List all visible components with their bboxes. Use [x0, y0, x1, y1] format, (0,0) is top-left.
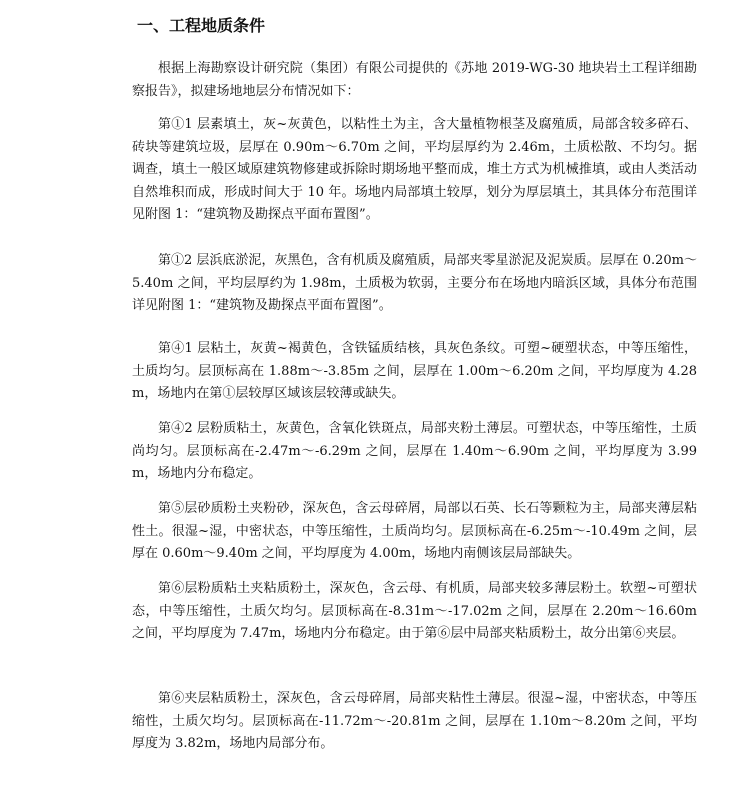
layer-4-1-paragraph: 第④1 层粘土，灰黄~褐黄色，含铁锰质结核，具灰色条纹。可塑~硬塑状态，中等压缩性，土质均匀。层顶标高在 1.88m～-3.85m 之间，层厚在 1.00m～6.20m 之间，平均厚度为 4.28m，场地内在第①层较厚区域该层较薄或缺失。	[132, 341, 697, 401]
layer-5-paragraph: 第⑤层砂质粉土夹粉砂，深灰色，含云母碎屑，局部以石英、长石等颗粒为主，局部夹薄层粘性土。很湿~湿，中密状态，中等压缩性，土质尚均匀。层顶标高在-6.25m～-10.49m 之间，层厚在 0.60m～9.40m 之间，平均厚度为 4.00m，场地内南侧该层局部缺失。	[132, 501, 697, 561]
layer-1-2-paragraph: 第①2 层浜底淤泥，灰黑色，含有机质及腐殖质，局部夹零星淤泥及泥炭质。层厚在 0.20m～5.40m 之间，平均层厚约为 1.98m，土质极为软弱，主要分布在场地内暗浜区域，具体分布范围详见附图 1：“建筑物及勘探点平面布置图”。	[132, 253, 697, 313]
intro-paragraph: 根据上海勘察设计研究院（集团）有限公司提供的《苏地 2019-WG-30 地块岩土工程详细勘察报告》，拟建场地地层分布情况如下：	[132, 61, 697, 99]
layer-6-interlayer-paragraph: 第⑥夹层粘质粉土，深灰色，含云母碎屑，局部夹粘性土薄层。很湿~湿，中密状态，中等压缩性，土质欠均匀。层顶标高在-11.72m～-20.81m 之间，层厚在 1.10m～8.20m 之间，平均厚度为 3.82m，场地内局部分布。	[132, 691, 697, 751]
layer-1-1-paragraph: 第①1 层素填土，灰~灰黄色，以粘性土为主，含大量植物根茎及腐殖质，局部含较多碎石、砖块等建筑垃圾，层厚在 0.90m～6.70m 之间，平均层厚约为 2.46m，土质松散、不均匀。据调查，填土一般区域原建筑物修建或拆除时期场地平整而成，堆土方式为机械推填，或由人类活动自然堆积而成，形成时间大于 10 年。场地内局部填土较厚，划分为厚层填土，其具体分布范围详见附图 1：“建筑物及勘探点平面布置图”。	[132, 117, 697, 222]
section-heading: 一、工程地质条件	[137, 16, 266, 35]
layer-4-2-paragraph: 第④2 层粉质粘土，灰黄色，含氧化铁斑点，局部夹粉土薄层。可塑状态，中等压缩性，土质尚均匀。层顶标高在-2.47m～-6.29m 之间，层厚在 1.40m～6.90m 之间，平均厚度为 3.99m，场地内分布稳定。	[132, 421, 697, 481]
layer-6-paragraph: 第⑥层粉质粘土夹粘质粉土，深灰色，含云母、有机质，局部夹较多薄层粉土。软塑~可塑状态，中等压缩性，土质欠均匀。层顶标高在-8.31m～-17.02m 之间，层厚在 2.20m～16.60m 之间，平均厚度为 7.47m，场地内分布稳定。由于第⑥层中局部夹粘质粉土，故分出第⑥夹层。	[132, 581, 697, 641]
